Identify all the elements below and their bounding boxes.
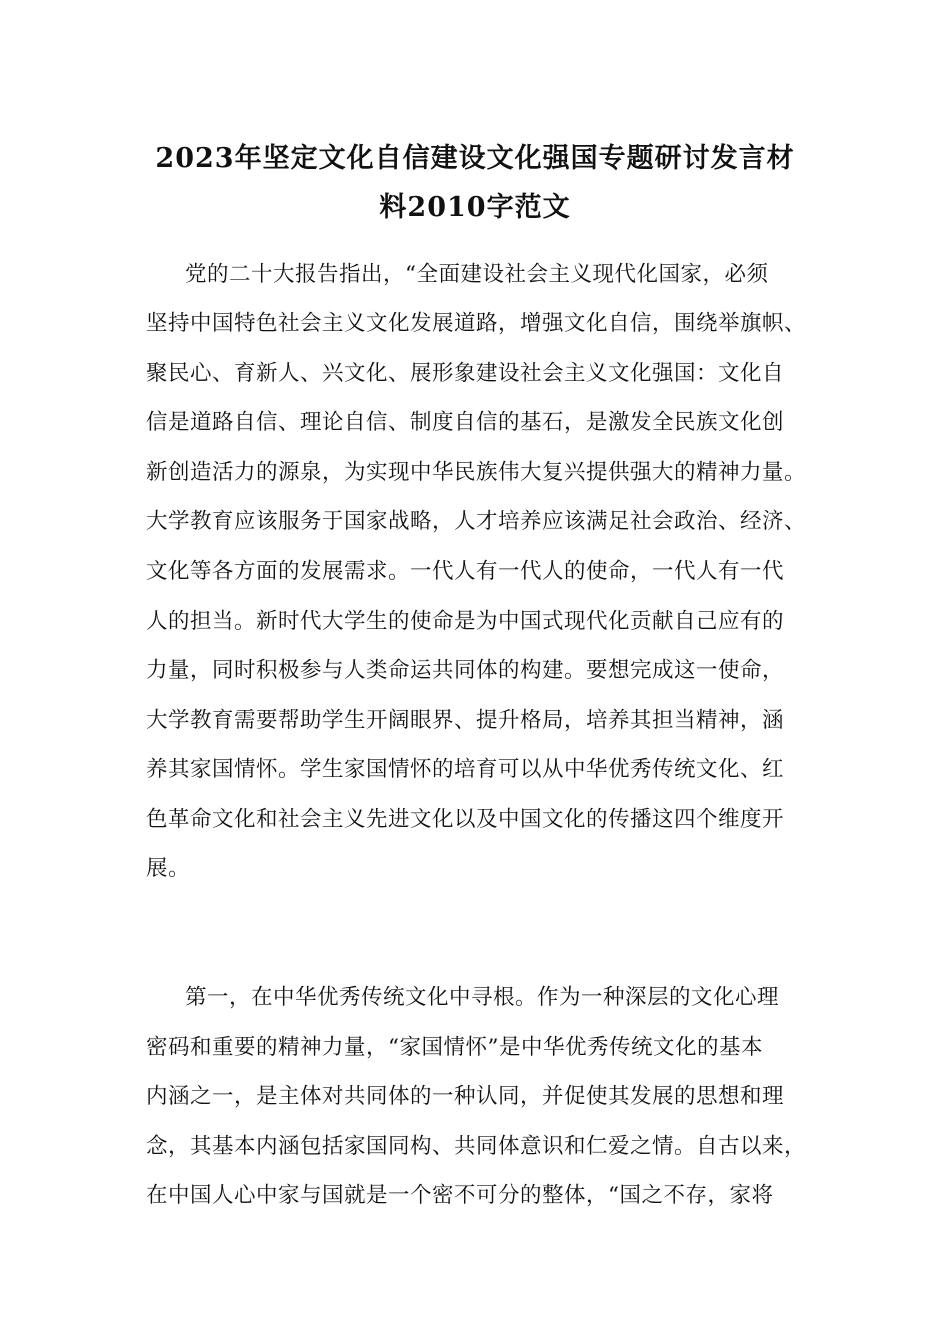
paragraph-line: 大学教育需要帮助学生开阔眼界、提升格局，培养其担当精神，涵 [146, 708, 785, 733]
paragraph-line: 力量，同时积极参与人类命运共同体的构建。要想完成这一使命， [146, 658, 785, 683]
paragraph-line: 新创造活力的源泉，为实现中华民族伟大复兴提供强大的精神力量。 [146, 460, 807, 485]
paragraph-line: 坚持中国特色社会主义文化发展道路，增强文化自信，围绕举旗帜、 [146, 311, 807, 336]
paragraph-line: 密码和重要的精神力量，“家国情怀”是中华优秀传统文化的基本 [146, 1035, 763, 1060]
document-title-line-1: 2023年坚定文化自信建设文化强国专题研讨发言材 [155, 143, 795, 174]
paragraph-line: 展。 [146, 856, 191, 881]
paragraph-line: 信是道路自信、理论自信、制度自信的基石，是激发全民族文化创 [146, 410, 785, 435]
paragraph-line: 文化等各方面的发展需求。一代人有一代人的使命，一代人有一代 [146, 559, 785, 584]
document-title-line-2: 料2010字范文 [379, 192, 571, 223]
paragraph-line: 内涵之一，是主体对共同体的一种认同，并促使其发展的思想和理 [146, 1084, 785, 1109]
paragraph-line: 聚民心、育新人、兴文化、展形象建设社会主义文化强国：文化自 [146, 361, 785, 386]
paragraph-line: 第一，在中华优秀传统文化中寻根。作为一种深层的文化心理 [185, 985, 780, 1010]
paragraph-line: 党的二十大报告指出，“全面建设社会主义现代化国家，必须 [185, 262, 769, 287]
paragraph-line: 大学教育应该服务于国家战略，人才培养应该满足社会政治、经济、 [146, 509, 807, 534]
paragraph-line: 色革命文化和社会主义先进文化以及中国文化的传播这四个维度开 [146, 807, 785, 832]
paragraph-line: 人的担当。新时代大学生的使命是为中国式现代化贡献自己应有的 [146, 609, 785, 634]
paragraph-line: 在中国人心中家与国就是一个密不可分的整体，“国之不存，家将 [146, 1183, 774, 1208]
paragraph-line: 念，其基本内涵包括家国同构、共同体意识和仁爱之情。自古以来， [146, 1134, 807, 1159]
paragraph-line: 养其家国情怀。学生家国情怀的培育可以从中华优秀传统文化、红 [146, 757, 785, 782]
